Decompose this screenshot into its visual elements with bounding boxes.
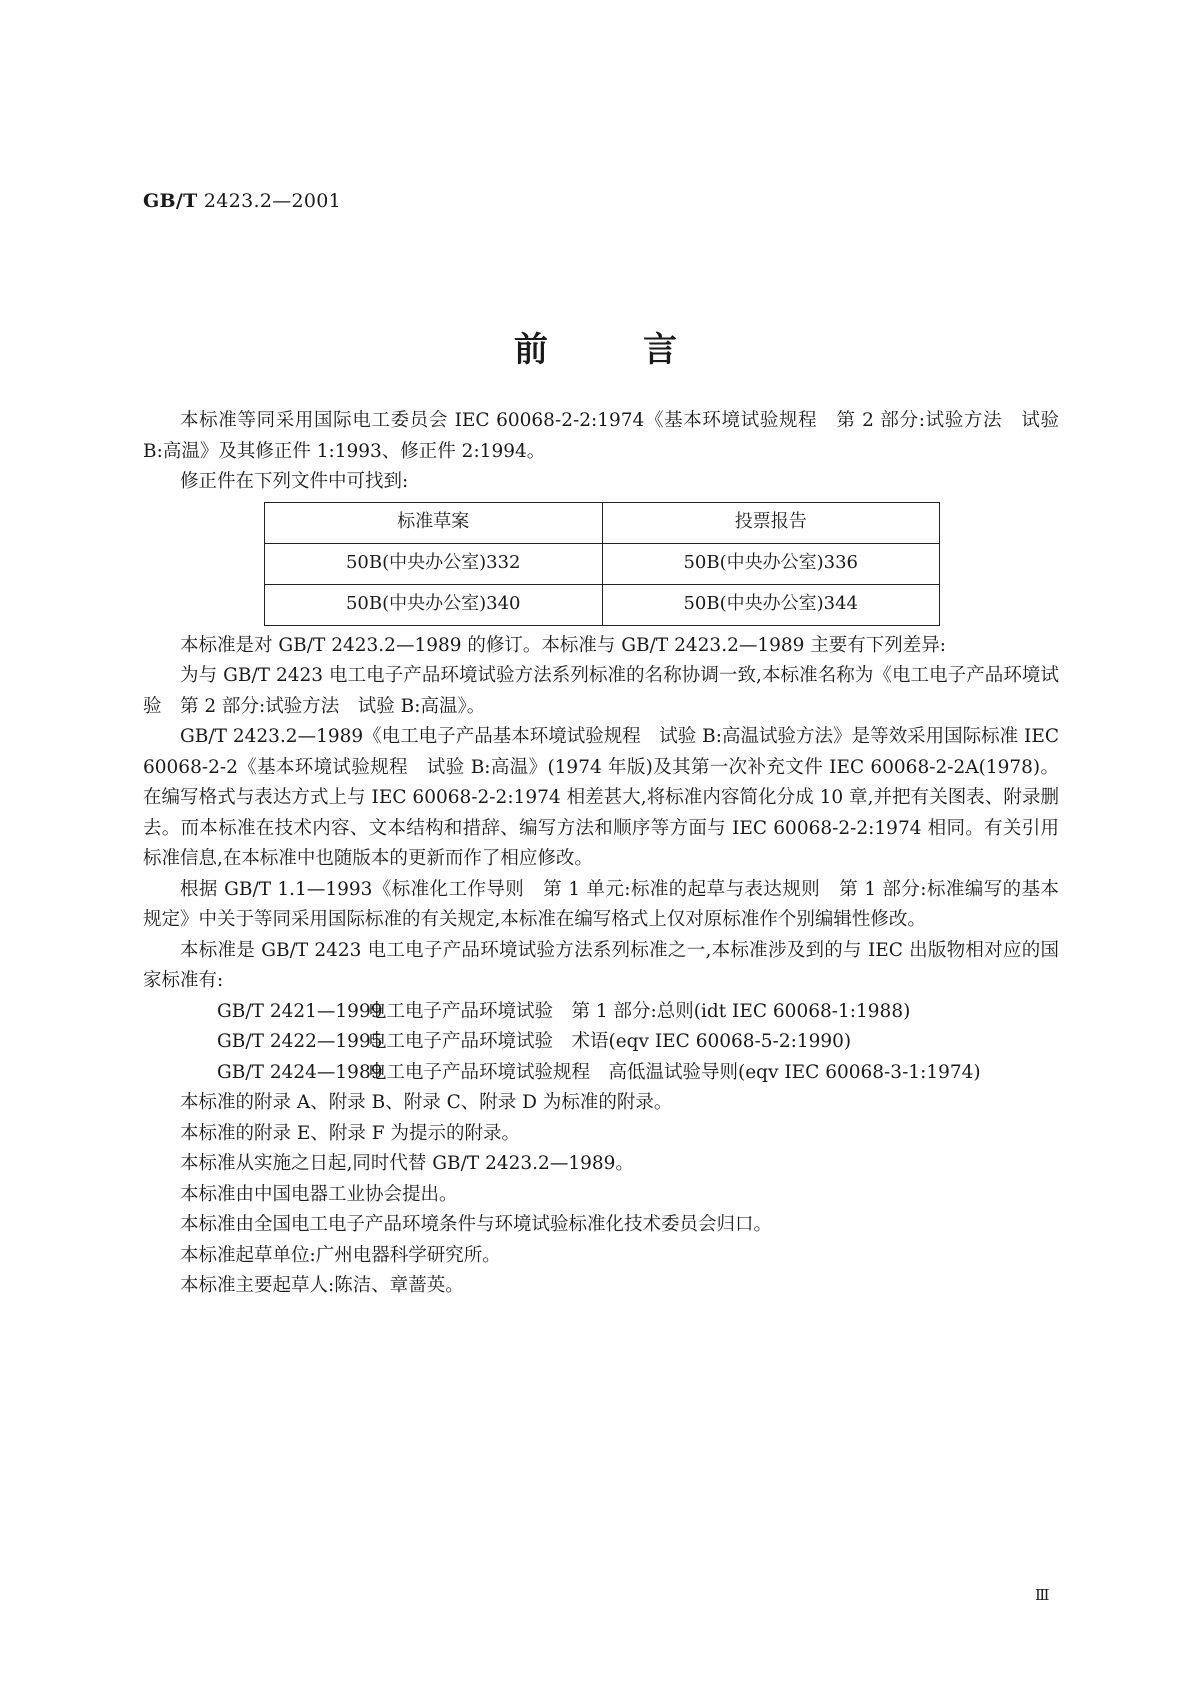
foreword-body [143,406,1059,1302]
table-row [265,584,940,625]
table-header-cell: 投票报告 [602,502,940,543]
paragraph-replacement: 本标准从实施之日起,同时代替 GB/T 2423.2—1989。 [180,1153,634,1174]
table-cell: 50B(中央办公室)344 [602,584,940,625]
related-standard-code: GB/T 2422—1995 [217,1031,383,1052]
table-row [265,543,940,584]
list-item [143,1058,1059,1089]
table-cell: 50B(中央办公室)332 [265,543,603,584]
related-standard-code: GB/T 2421—1999 [217,1000,383,1022]
paragraph-committee: 本标准由全国电工电子产品环境条件与环境试验标准化技术委员会归口。 [180,1214,773,1235]
paragraph-amendments-intro: 修正件在下列文件中可找到: [180,471,409,492]
table-cell: 50B(中央办公室)340 [265,584,603,625]
table-header-row [265,502,940,543]
paragraph-name-change: 为与 GB/T 2423 电工电子产品环境试验方法系列标准的名称协调一致,本标准名称为《电工电子产品环境试验 第 2 部分:试验方法 试验 B:高温》。 [143,665,1059,717]
table-cell: 50B(中央办公室)336 [602,543,940,584]
list-item [143,1027,1059,1058]
paragraph-normative-annexes: 本标准的附录 A、附录 B、附录 C、附录 D 为标准的附录。 [180,1092,673,1113]
related-standards-list [143,997,1059,1089]
standard-code [143,190,341,212]
paragraph-revision: 本标准是对 GB/T 2423.2—1989 的修订。本标准与 GB/T 2423.2—1989 主要有下列差异: [180,634,947,656]
paragraph-drafting-rules: 根据 GB/T 1.1—1993《标准化工作导则 第 1 单元:标准的起草与表达规则 第 1 部分:标准编写的基本规定》中关于等同采用国际标准的有关规定,本标准在编写格式上仅对原标准作个别编辑性修改。 [143,878,1059,930]
related-standard-title: 电工电子产品环境试验 第 1 部分:总则(idt IEC 60068-1:1988) [368,1000,911,1022]
paragraph-proposer: 本标准由中国电器工业协会提出。 [180,1183,458,1205]
standard-code-prefix: GB/T [143,190,198,212]
list-item [143,997,1059,1028]
paragraph-drafting-unit: 本标准起草单位:广州电器科学研究所。 [180,1244,501,1266]
page-title [0,322,1191,371]
related-standard-title: 电工电子产品环境试验规程 高低温试验导则(eqv IEC 60068-3-1:1974) [368,1061,981,1083]
amendments-table [264,502,940,626]
page-number: Ⅲ [1035,1586,1050,1604]
paragraph-history: GB/T 2423.2—1989《电工电子产品基本环境试验规程 试验 B:高温试验方法》是等效采用国际标准 IEC 60068-2-2《基本环境试验规程 试验 B:高温》(1974 年版)及其第一次补充文件 IEC 60068-2-2A(1978)。在编写格式与表达方式上与 IEC 60068-2-2:1974 相差甚大,将标准内容简化分成 10 章,并把有关图表、附录删去。而本标准在技术内容、文本结构和措辞、编写方法和顺序等方面与 IEC 60068-2-2:1974 相同。有关引用标准信息,在本标准中也随版本的更新而作了相应修改。 [143,726,1059,869]
paragraph-series: 本标准是 GB/T 2423 电工电子产品环境试验方法系列标准之一,本标准涉及到的与 IEC 出版物相对应的国家标准有: [143,939,1059,991]
related-standard-title: 电工电子产品环境试验 术语(eqv IEC 60068-5-2:1990) [368,1031,852,1052]
paragraph-informative-annexes: 本标准的附录 E、附录 F 为提示的附录。 [180,1122,520,1144]
related-standard-code: GB/T 2424—1989 [217,1061,383,1083]
paragraph-drafters: 本标准主要起草人:陈洁、章蔷英。 [180,1275,464,1296]
standard-code-number: 2423.2—2001 [203,190,342,212]
page-title-part1: 前 [514,330,548,370]
page-title-part2: 言 [643,330,677,370]
table-header-cell: 标准草案 [265,502,603,543]
paragraph-adoption: 本标准等同采用国际电工委员会 IEC 60068-2-2:1974《基本环境试验规程 第 2 部分:试验方法 试验 B:高温》及其修正件 1:1993、修正件 2:1994。 [143,410,1059,462]
